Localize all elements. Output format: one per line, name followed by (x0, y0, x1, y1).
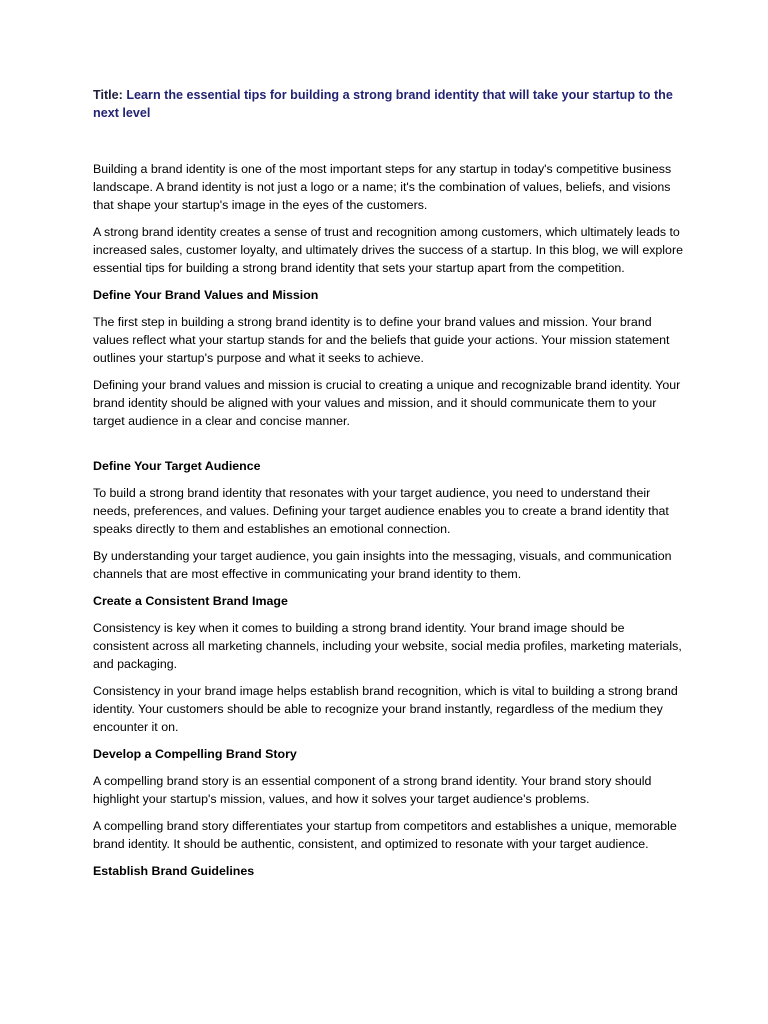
title-label: Title: (93, 88, 127, 102)
section-brand-story-paragraph-1: A compelling brand story is an essential component of a strong brand identity. Your brand story should highlight your startup's mission, values, and how it solves your target audience's problems. (93, 774, 652, 806)
section-heading-brand-values: Define Your Brand Values and Mission (93, 288, 319, 302)
document-page (93, 86, 683, 880)
section-heading-target-audience: Define Your Target Audience (93, 459, 261, 473)
intro-paragraph-1: Building a brand identity is one of the most important steps for any startup in today's competitive business landscape. A brand identity is not just a logo or a name; it's the combination of values, beliefs, and visions that shape your startup's image in the eyes of the customers. (93, 162, 672, 212)
section-brand-story-paragraph-2: A compelling brand story differentiates your startup from competitors and establishes a unique, memorable brand identity. It should be authentic, consistent, and optimized to resonate with your target audience. (93, 819, 677, 851)
title-text: Learn the essential tips for building a strong brand identity that will take your startup to the next level (93, 88, 673, 120)
section-heading-brand-image: Create a Consistent Brand Image (93, 594, 288, 608)
intro-paragraph-2: A strong brand identity creates a sense of trust and recognition among customers, which ultimately leads to increased sales, customer loyalty, and ultimately drives the success of a startup. In this blog, we will explore essential tips for building a strong brand identity that sets your startup apart from the competition. (93, 225, 683, 275)
section-brand-values-paragraph-2: Defining your brand values and mission is crucial to creating a unique and recognizable brand identity. Your brand identity should be aligned with your values and mission, and it should communicate them to your target audience in a clear and concise manner. (93, 378, 681, 428)
section-heading-brand-story: Develop a Compelling Brand Story (93, 747, 297, 761)
section-brand-image-paragraph-2: Consistency in your brand image helps establish brand recognition, which is vital to building a strong brand identity. Your customers should be able to recognize your brand instantly, regardless of the medium they encounter it on. (93, 684, 678, 734)
section-brand-values-paragraph-1: The first step in building a strong brand identity is to define your brand values and mission. Your brand values reflect what your startup stands for and the beliefs that guide your actions. Your mission statement outlines your startup's purpose and what it seeks to achieve. (93, 315, 670, 365)
section-target-audience-paragraph-1: To build a strong brand identity that resonates with your target audience, you need to understand their needs, preferences, and values. Defining your target audience enables you to create a brand identity that speaks directly to them and establishes an emotional connection. (93, 486, 669, 536)
section-target-audience-paragraph-2: By understanding your target audience, you gain insights into the messaging, visuals, and communication channels that are most effective in communicating your brand identity to them. (93, 549, 672, 581)
section-brand-image-paragraph-1: Consistency is key when it comes to building a strong brand identity. Your brand image should be consistent across all marketing channels, including your website, social media profiles, marketing materials, and packaging. (93, 621, 682, 671)
document-title (93, 86, 683, 122)
section-heading-brand-guidelines: Establish Brand Guidelines (93, 864, 255, 878)
